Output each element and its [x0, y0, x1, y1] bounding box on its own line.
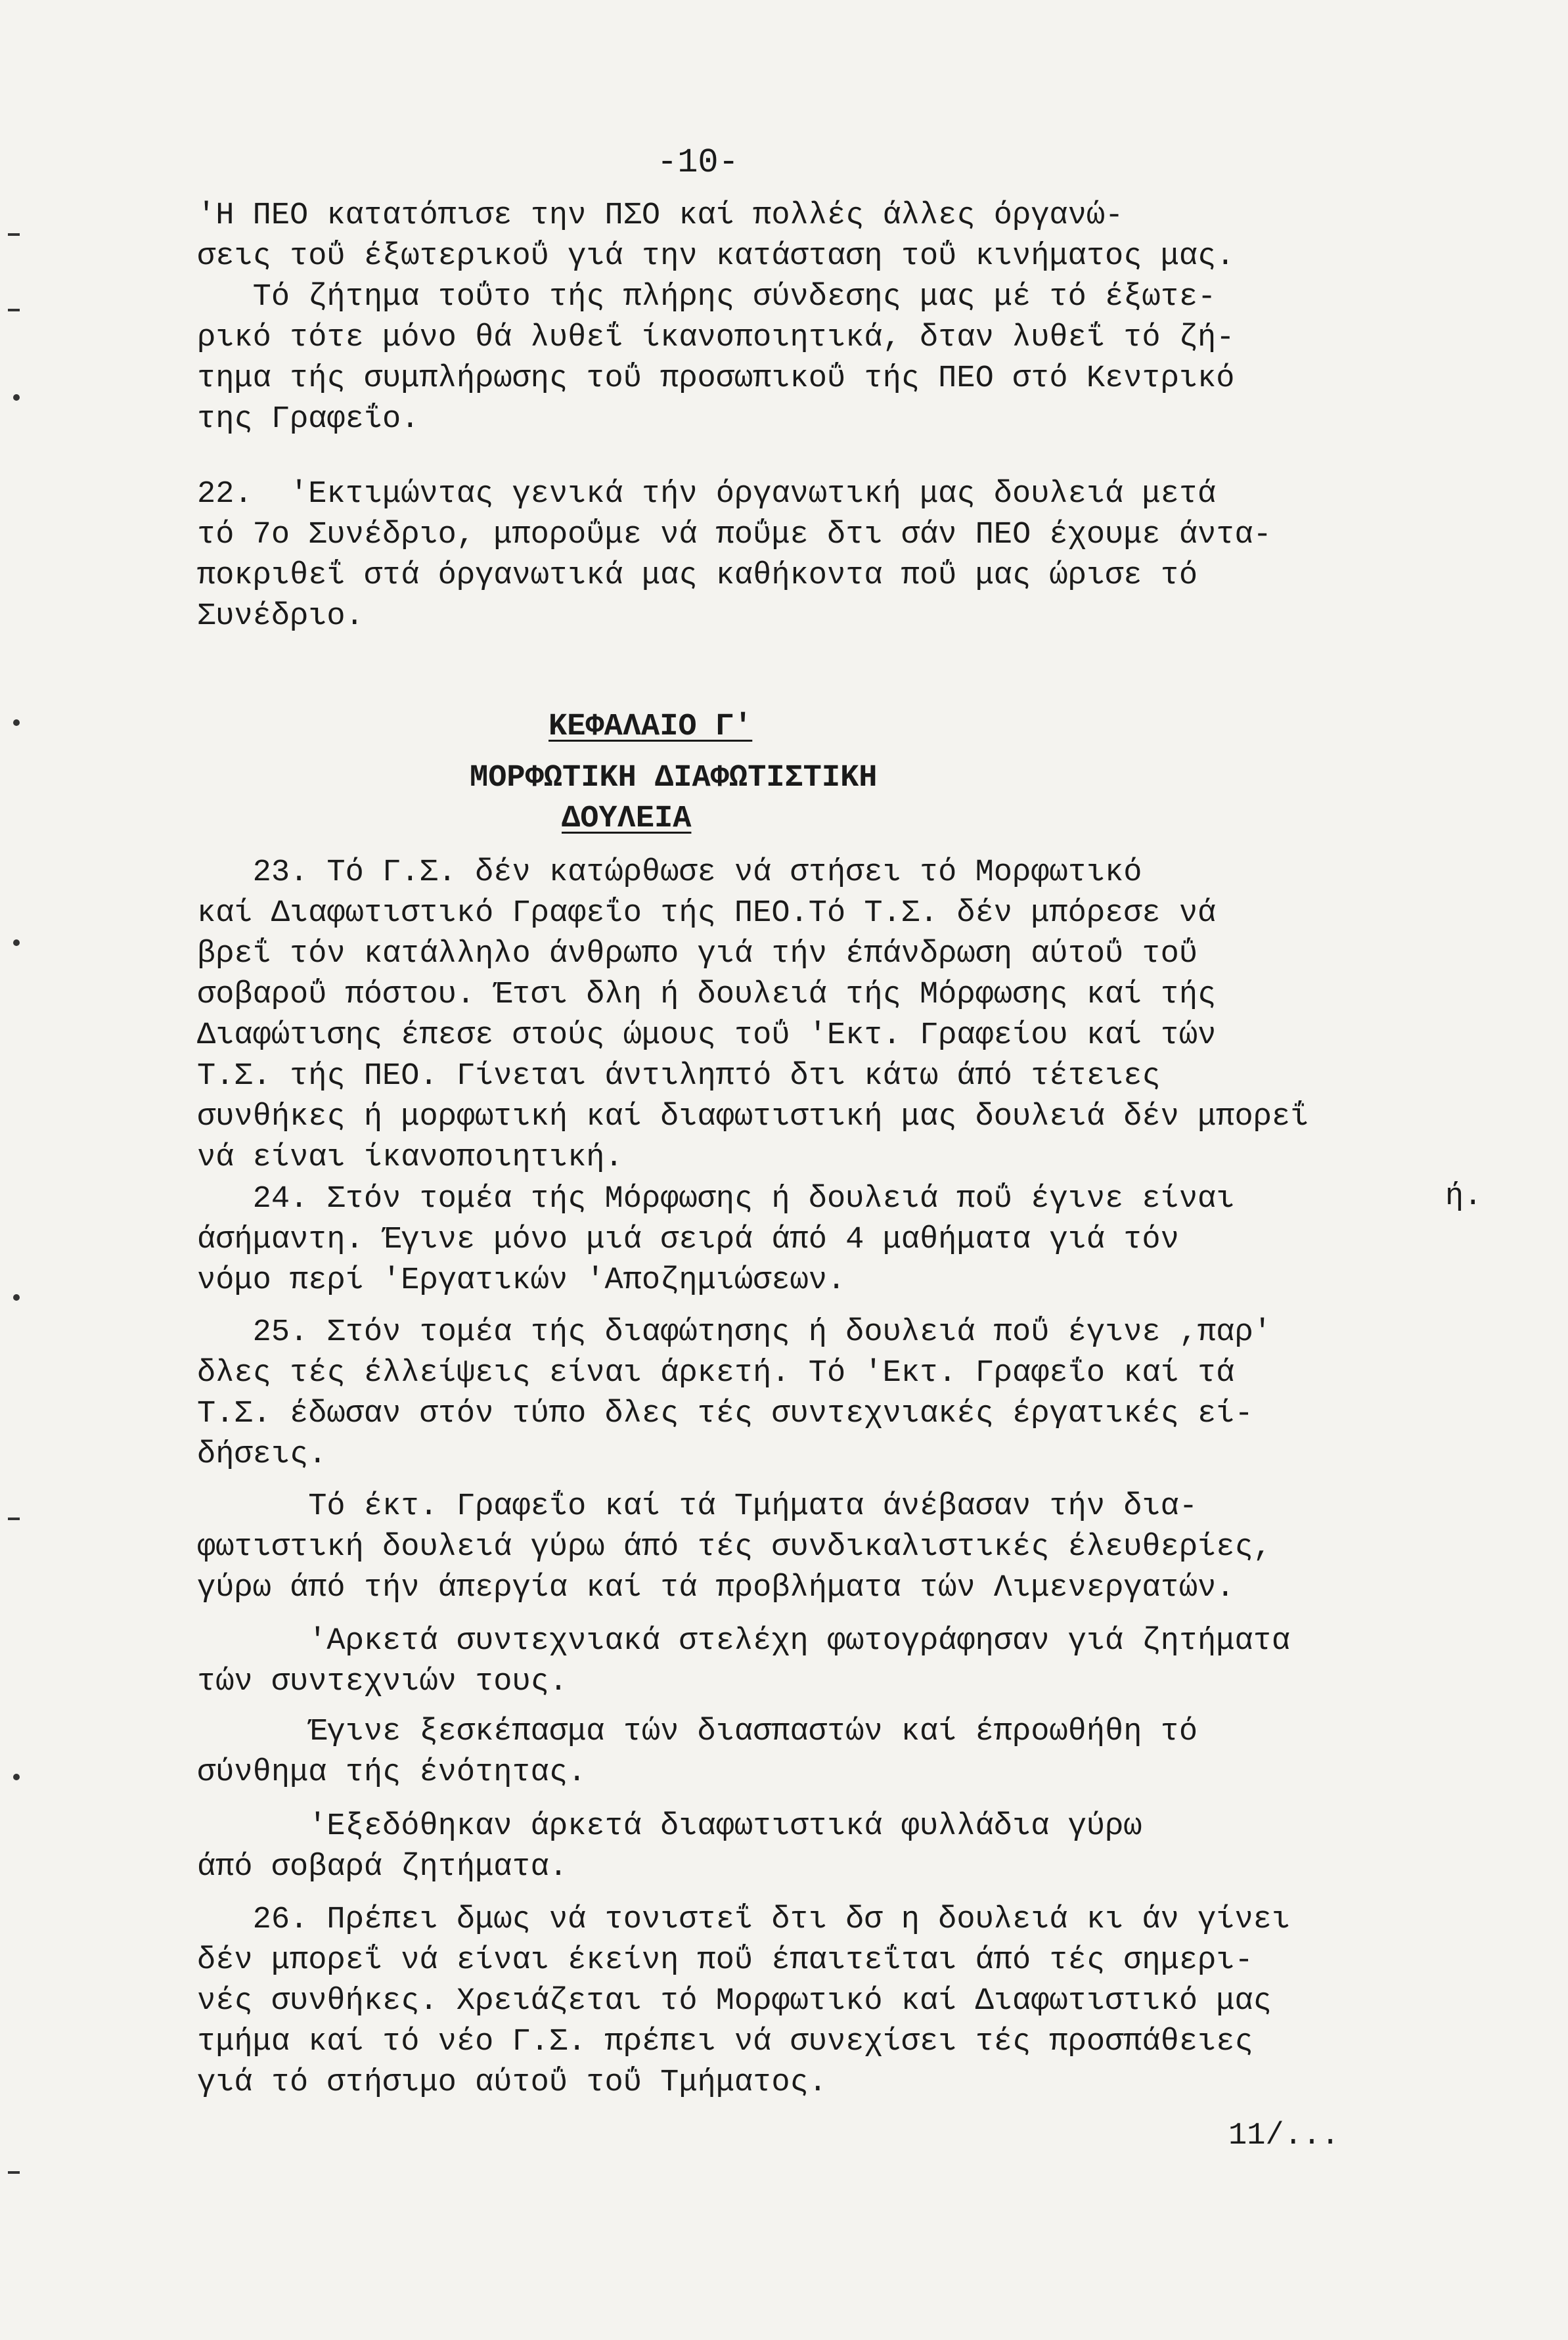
text-line: Τ.Σ. τής ΠΕΟ. Γίνεται άντιληπτό δτι κάτω άπό τέτειες	[197, 1059, 1161, 1094]
text-line: νά είναι ίκανοποιητική.	[197, 1140, 623, 1175]
text-line: Διαφώτισης έπεσε στούς ώμους τοΰ 'Εκτ. Γραφείου καί τών	[197, 1018, 1217, 1053]
text-line: Τό έκτ. Γραφεΐο καί τά Τμήματα άνέβασαν τήν δια-	[197, 1489, 1198, 1524]
text-line: 'Εξεδόθηκαν άρκετά διαφωτιστικά φυλλάδια γύρω	[197, 1809, 1142, 1844]
text-line: καί Διαφωτιστικό Γραφεΐο τής ΠΕΟ.Τό Τ.Σ. δέν μπόρεσε νά	[197, 896, 1217, 931]
page-number: -10-	[657, 143, 739, 182]
text-line: σεις τοΰ έξωτερικοΰ γιά την κατάσταση τοΰ κινήματος μας.	[197, 239, 1235, 274]
paragraph-23	[197, 853, 1445, 1179]
paragraph-25	[197, 1313, 1445, 1475]
text-line: γύρω άπό τήν άπεργία καί τά προβλήματα τών Λιμενεργατών.	[197, 1571, 1235, 1606]
text-line: Τ.Σ. έδωσαν στόν τύπο δλες τές συντεχνιακές έργατικές εί-	[197, 1397, 1253, 1431]
text-line: τημα τής συμπλήρωσης τοΰ προσωπικοΰ τής ΠΕΟ στό Κεντρικό	[197, 361, 1235, 396]
text-line: σοβαροΰ πόστου. Έτσι δλη ή δουλειά τής Μόρφωσης καί τής	[197, 978, 1217, 1012]
paragraph-peo	[197, 196, 1445, 440]
text-line: της Γραφεΐο.	[197, 402, 420, 437]
section-title: ΜΟΡΦΩΤΙΚΗ ΔΙΑΦΩΤΙΣΤΙΚΗ	[470, 761, 878, 796]
text-line: Τό ζήτημα τοΰτο τής πλήρης σύνδεσης μας μέ τό έξωτε-	[197, 280, 1217, 315]
paragraph-25d	[197, 1712, 1445, 1793]
margin-mark	[13, 939, 20, 946]
text-line: σύνθημα τής ένότητας.	[197, 1755, 587, 1790]
paragraph-26	[197, 1900, 1445, 2104]
margin-mark	[13, 1774, 20, 1780]
margin-mark	[8, 1518, 20, 1520]
text-line: δέν μπορεΐ νά είναι έκείνη ποΰ έπαιτεΐται άπό τές σημερι-	[197, 1943, 1253, 1978]
margin-mark	[13, 1294, 20, 1301]
text-line: 25. Στόν τομέα τής διαφώτησης ή δουλειά ποΰ έγινε ,παρ'	[197, 1315, 1272, 1350]
margin-mark	[8, 2171, 20, 2174]
margin-note: ή.	[1445, 1179, 1483, 1214]
text-line: νόμο περί 'Εργατικών 'Αποζημιώσεων.	[197, 1263, 846, 1298]
paragraph-25c	[197, 1621, 1445, 1703]
section-title-line2: ΔΟΥΛΕΙΑ	[562, 801, 692, 836]
text-line: συνθήκες ή μορφωτική καί διαφωτιστική μας δουλειά δέν μπορεΐ	[197, 1100, 1309, 1135]
text-line: δλες τές έλλείψεις είναι άρκετή. Τό 'Εκτ. Γραφεΐο καί τά	[197, 1356, 1235, 1391]
text-line: τών συντεχνιών τους.	[197, 1665, 568, 1699]
paragraph-25b	[197, 1487, 1445, 1609]
text-line: γιά τό στήσιμο αύτοΰ τοΰ Τμήματος.	[197, 2065, 827, 2100]
text-line: ποκριθεΐ στά όργανωτικά μας καθήκοντα ποΰ μας ώρισε τό	[197, 558, 1198, 593]
text-line: τμήμα καί τό νέο Γ.Σ. πρέπει νά συνεχίσει τές προσπάθειες	[197, 2025, 1253, 2059]
paragraph-22	[197, 474, 1445, 637]
paragraph-25e	[197, 1807, 1445, 1888]
text-line: βρεΐ τόν κατάλληλο άνθρωπο γιά τήν έπάνδρωση αύτοΰ τοΰ	[197, 937, 1198, 972]
text-line: 'Η ΠΕΟ κατατόπισε την ΠΣΟ καί πολλές άλλες όργανώ-	[197, 198, 1124, 233]
text-line: φωτιστική δουλειά γύρω άπό τές συνδικαλιστικές έλευθερίες,	[197, 1530, 1272, 1565]
text-line: 22. 'Εκτιμώντας γενικά τήν όργανωτική μας δουλειά μετά	[197, 477, 1217, 512]
continuation-marker: 11/...	[1228, 2119, 1340, 2153]
text-line: 'Αρκετά συντεχνιακά στελέχη φωτογράφησαν γιά ζητήματα	[197, 1624, 1291, 1659]
text-line: ρικό τότε μόνο θά λυθεΐ ίκανοποιητικά, δταν λυθεΐ τό ζή-	[197, 321, 1235, 355]
text-line: δήσεις.	[197, 1437, 327, 1472]
paragraph-24	[197, 1179, 1445, 1301]
text-line: νές συνθήκες. Χρειάζεται τό Μορφωτικό καί Διαφωτιστικό μας	[197, 1984, 1272, 2019]
margin-mark	[8, 309, 20, 311]
margin-mark	[13, 719, 20, 726]
margin-mark	[13, 394, 20, 401]
margin-mark	[8, 233, 20, 236]
text-line: τό 7ο Συνέδριο, μποροΰμε νά ποΰμε δτι σάν ΠΕΟ έχουμε άντα-	[197, 518, 1272, 552]
text-line: Έγινε ξεσκέπασμα τών διασπαστών καί έπροωθήθη τό	[197, 1715, 1198, 1749]
text-line: άπό σοβαρά ζητήματα.	[197, 1850, 568, 1885]
chapter-heading: ΚΕΦΑΛΑΙΟ Γ'	[549, 709, 753, 744]
text-line: άσήμαντη. Έγινε μόνο μιά σειρά άπό 4 μαθήματα γιά τόν	[197, 1223, 1179, 1257]
text-line: 23. Τό Γ.Σ. δέν κατώρθωσε νά στήσει τό Μορφωτικό	[197, 855, 1142, 890]
text-line: 24. Στόν τομέα τής Μόρφωσης ή δουλειά ποΰ έγινε είναι	[197, 1182, 1235, 1217]
text-line: 26. Πρέπει δμως νά τονιστεΐ δτι δσ η δουλειά κι άν γίνει	[197, 1902, 1291, 1937]
text-line: Συνέδριο.	[197, 599, 364, 634]
